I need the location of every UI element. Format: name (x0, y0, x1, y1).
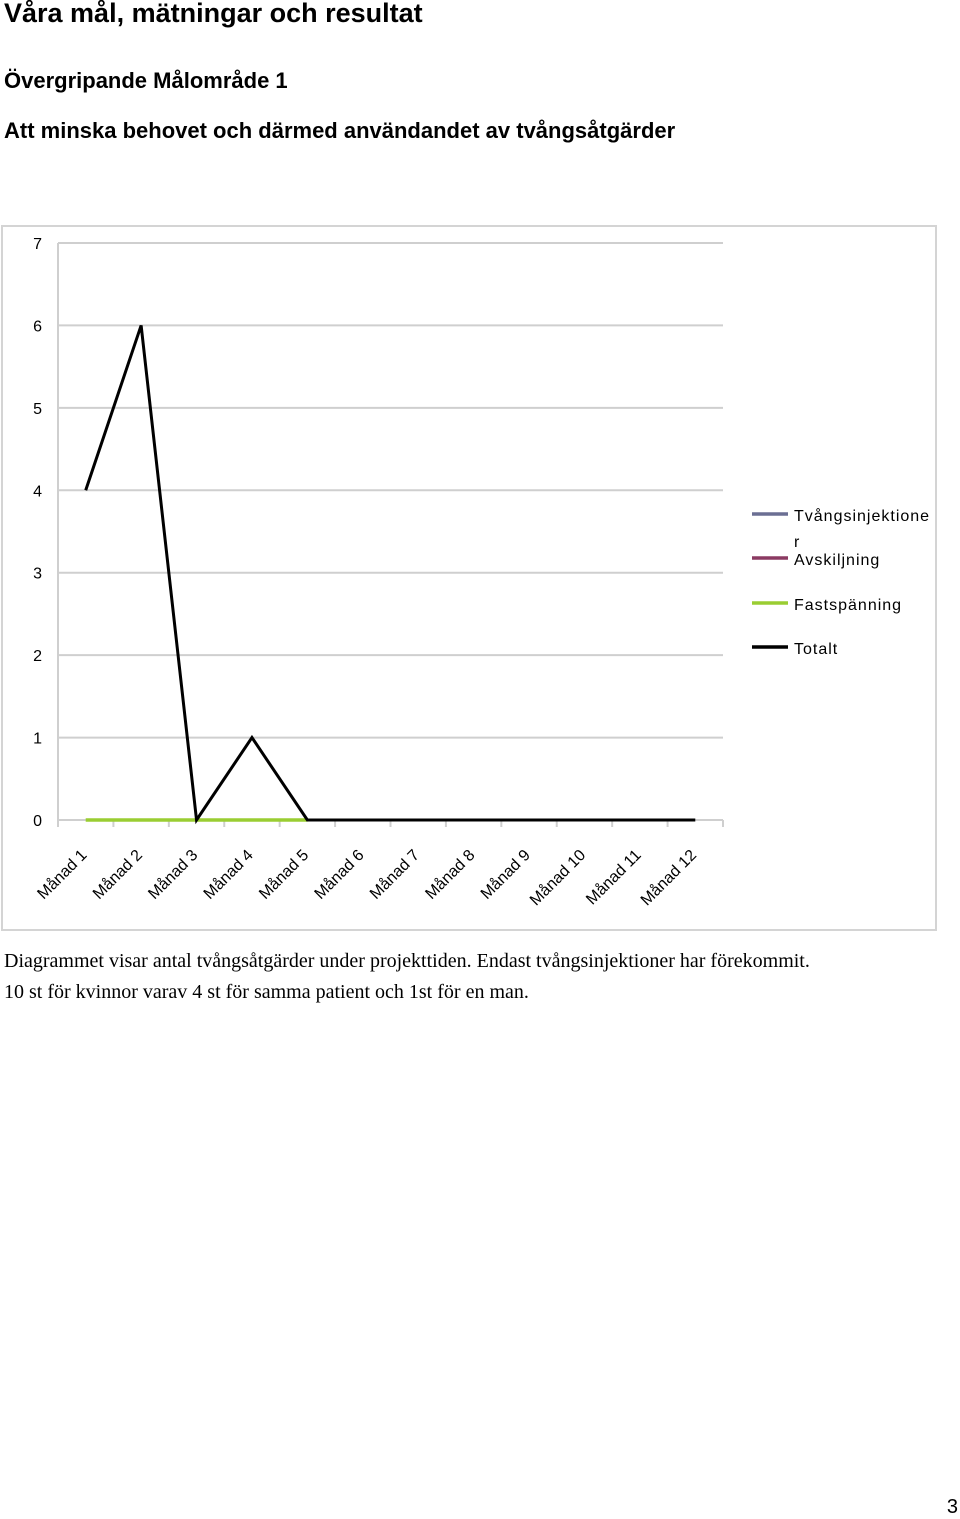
caption-line-1: Diagrammet visar antal tvångsåtgärder under projekttiden. Endast tvångsinjektioner har förekommit. (4, 950, 810, 972)
x-tick-label: Månad 6 (311, 846, 368, 903)
y-tick-label-5: 5 (33, 400, 42, 418)
chart-caption (4, 946, 954, 1008)
y-tick-label-1: 1 (33, 730, 42, 748)
legend-label: Fastspänning (794, 597, 903, 614)
x-tick-label: Månad 4 (200, 846, 257, 903)
legend-label: r (794, 534, 801, 551)
x-tick-label: Månad 3 (145, 846, 202, 903)
page-title: Våra mål, mätningar och resultat (4, 0, 423, 28)
y-tick-label-0: 0 (33, 813, 42, 830)
section-heading: Övergripande Målområde 1 (4, 68, 288, 93)
y-tick-label-3: 3 (33, 565, 42, 583)
legend-label: Totalt (794, 641, 839, 658)
x-tick-label: Månad 8 (422, 846, 479, 903)
legend-label: Tvångsinjektione (794, 508, 931, 525)
x-tick-label: Månad 1 (34, 846, 91, 903)
x-tick-label: Månad 2 (89, 846, 146, 903)
caption-line-2: 10 st för kvinnor varav 4 st för samma patient och 1st för en man. (4, 981, 529, 1003)
x-tick-label: Månad 7 (366, 846, 424, 903)
y-tick-label-7: 7 (33, 236, 42, 253)
x-tick-label: Månad 11 (583, 846, 645, 909)
x-tick-label: Månad 12 (637, 846, 701, 910)
page-number: 3 (946, 1496, 958, 1518)
x-tick-label: Månad 10 (526, 846, 590, 910)
x-tick-label: Månad 5 (256, 846, 313, 903)
y-tick-label-6: 6 (33, 318, 42, 336)
legend-label: Avskiljning (794, 552, 881, 569)
y-tick-label-2: 2 (33, 648, 42, 666)
goal-heading: Att minska behovet och därmed användandet av tvångsåtgärder (4, 118, 676, 143)
x-tick-label: Månad 9 (477, 846, 534, 903)
y-tick-label-4: 4 (33, 483, 42, 501)
